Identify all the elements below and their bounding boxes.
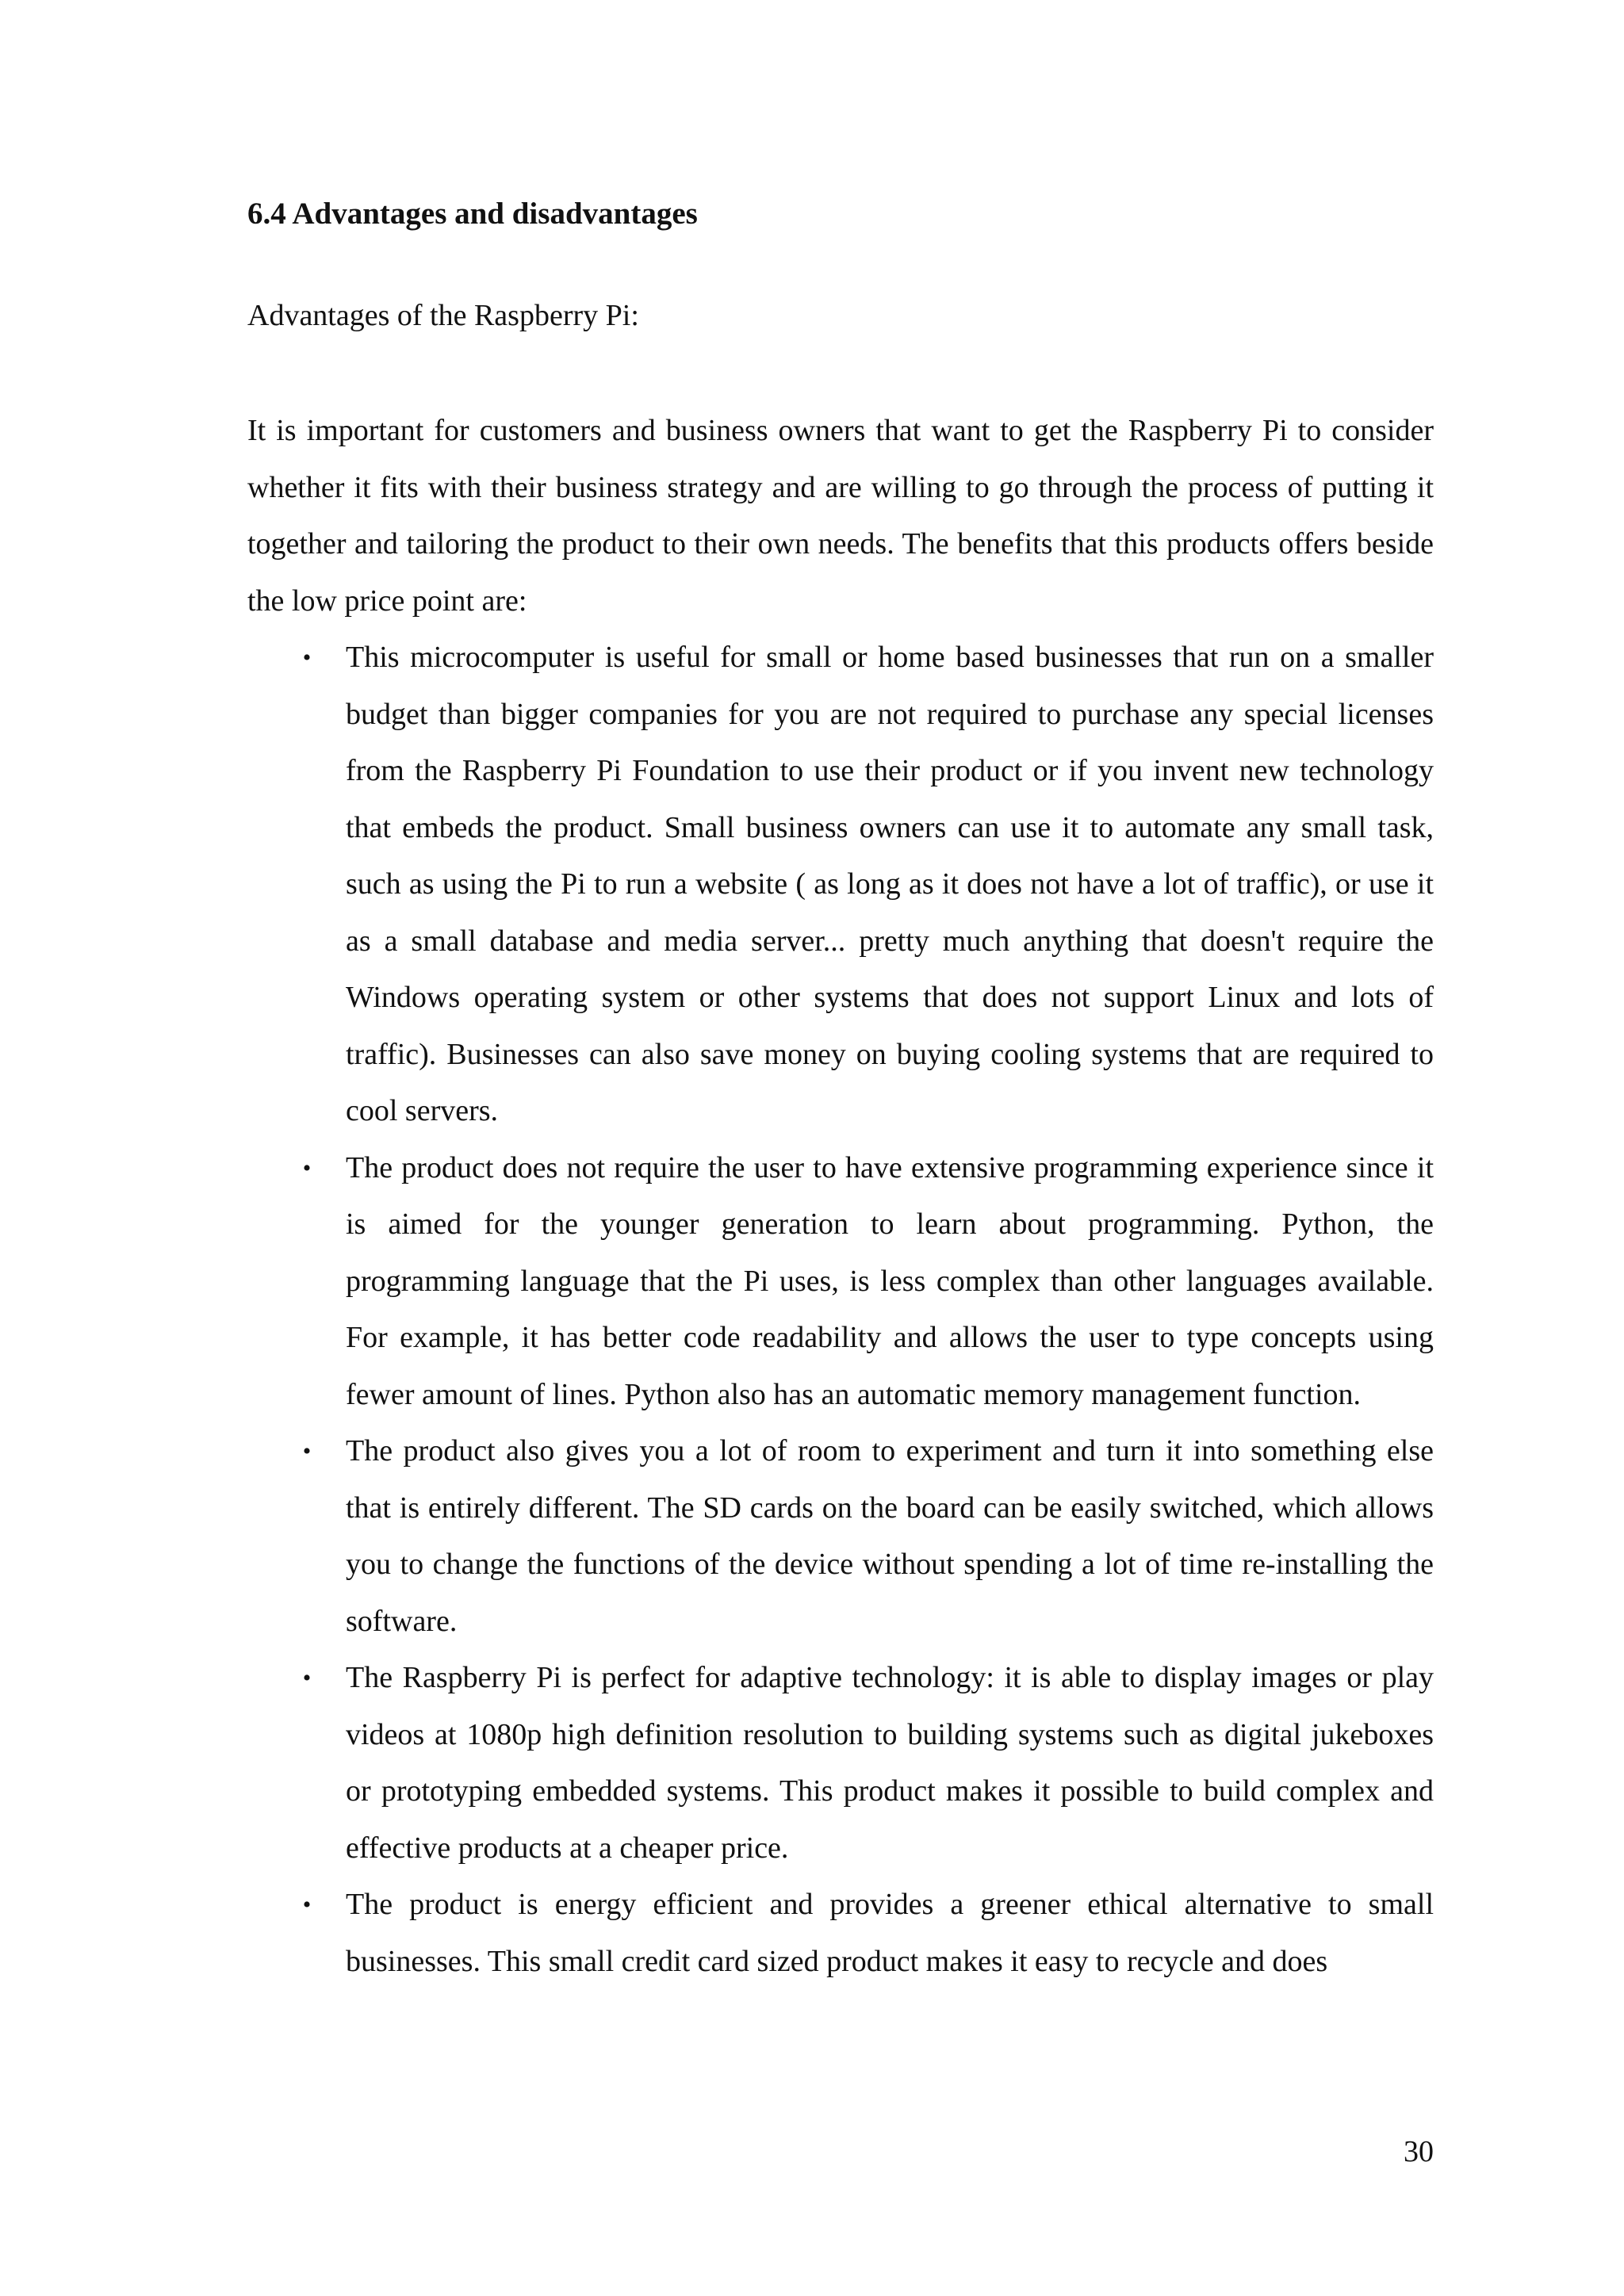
list-item [247,629,1434,1140]
bullet-icon: • [302,1154,312,1181]
list-item [247,1423,1434,1650]
bullet-icon: • [302,1892,312,1918]
list-item-text: This microcomputer is useful for small or home based businesses that run on a smaller budget than bigger companies for you are not required to purchase any special licenses from the Raspberry Pi Foundation to use their product or if you invent new technology that embeds the product. Small business owners can use it to automate any small task, such as using the Pi to run a website ( as long as it does not have a lot of traffic), or use it as a small database and media server... pretty much anything that doesn't require the Windows operating system or other systems that does not support Linux and lots of traffic). Businesses can also save money on buying cooling systems that are required to cool servers. [346,641,1434,1127]
list-item-text: The product also gives you a lot of room to experiment and turn it into something else that is entirely different. The SD cards on the board can be easily switched, which allows you to change the functions of the device without spending a lot of time re-installing the software. [346,1434,1434,1638]
list-item-text: The Raspberry Pi is perfect for adaptive technology: it is able to display images or play videos at 1080p high definition resolution to building systems such as digital jukeboxes or prototyping embedded systems. This product makes it possible to build complex and effective products at a cheaper price. [346,1661,1434,1865]
intro-paragraph: It is important for customers and business owners that want to get the Raspberry Pi to consider whether it fits with their business strategy and are willing to go through the process of putting it together and tailoring the product to their own needs. The benefits that this products offers beside the low price point are: [247,414,1434,618]
bullet-icon: • [302,1665,312,1691]
page-number: 30 [1404,2135,1434,2168]
bullet-icon: • [302,645,312,671]
bullet-icon: • [302,1438,312,1464]
section-heading: 6.4 Advantages and disadvantages [247,197,698,231]
list-item-text: The product does not require the user to have extensive programming experience since it is aimed for the younger generation to learn about programming. Python, the programming language that the Pi uses, is less complex than other languages available. For example, it has better code readability and allows the user to type concepts using fewer amount of lines. Python also has an automatic memory management function. [346,1150,1434,1411]
list-item-text: The product is energy efficient and provides a greener ethical alternative to small businesses. This small credit card sized product makes it easy to recycle and does [346,1888,1434,1978]
list-item [247,1140,1434,1424]
section-subheading: Advantages of the Raspberry Pi: [247,299,639,332]
list-item [247,1650,1434,1877]
list-item [247,1877,1434,1990]
page-content [247,195,1434,1990]
advantages-list [247,629,1434,1990]
